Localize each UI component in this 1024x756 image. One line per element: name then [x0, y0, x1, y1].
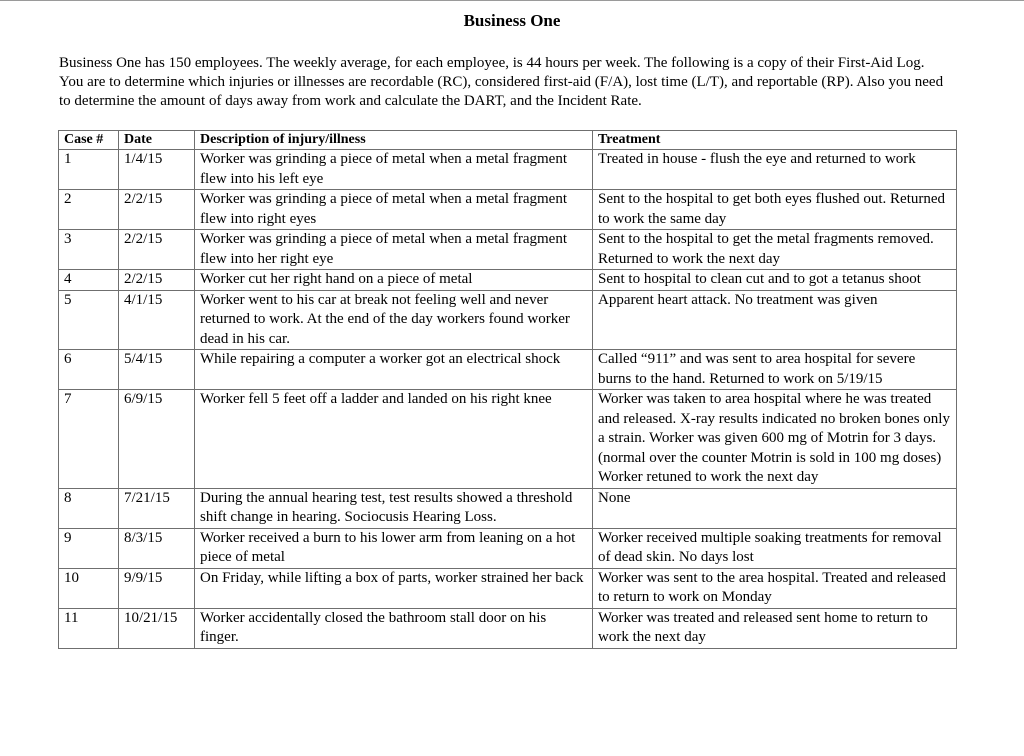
page-title: Business One — [463, 11, 561, 30]
case-treatment: Apparent heart attack. No treatment was given — [593, 290, 957, 350]
case-date: 7/21/15 — [119, 488, 195, 528]
case-treatment: Worker received multiple soaking treatments for removal of dead skin. No days lost — [593, 528, 957, 568]
case-description: Worker fell 5 feet off a ladder and landed on his right knee — [195, 390, 593, 489]
case-number: 5 — [59, 290, 119, 350]
case-number: 3 — [59, 230, 119, 270]
case-treatment: Called “911” and was sent to area hospital for severe burns to the hand. Returned to work on 5/19/15 — [593, 350, 957, 390]
table-row — [59, 350, 957, 390]
case-date: 5/4/15 — [119, 350, 195, 390]
table-row — [59, 528, 957, 568]
case-description: Worker was grinding a piece of metal when a metal fragment flew into his left eye — [195, 150, 593, 190]
case-number: 6 — [59, 350, 119, 390]
case-treatment: Worker was taken to area hospital where he was treated and released. X-ray results indicated no broken bones only a strain. Worker was given 600 mg of Motrin for 3 days. (normal over the counter Motrin is sold in 100 mg doses) Worker retuned to work the next day — [593, 390, 957, 489]
case-treatment: Sent to the hospital to get both eyes flushed out. Returned to work the same day — [593, 190, 957, 230]
case-treatment: Sent to the hospital to get the metal fragments removed. Returned to work the next day — [593, 230, 957, 270]
case-date: 6/9/15 — [119, 390, 195, 489]
column-header-treatment: Treatment — [593, 131, 957, 150]
case-number: 2 — [59, 190, 119, 230]
case-number: 8 — [59, 488, 119, 528]
table-row — [59, 390, 957, 489]
case-description: Worker accidentally closed the bathroom stall door on his finger. — [195, 608, 593, 648]
table-row — [59, 230, 957, 270]
case-number: 7 — [59, 390, 119, 489]
table-row — [59, 150, 957, 190]
top-rule — [0, 0, 1024, 1]
case-date: 2/2/15 — [119, 230, 195, 270]
case-description: On Friday, while lifting a box of parts, worker strained her back — [195, 568, 593, 608]
case-date: 9/9/15 — [119, 568, 195, 608]
case-description: Worker received a burn to his lower arm from leaning on a hot piece of metal — [195, 528, 593, 568]
table-row — [59, 190, 957, 230]
case-date: 2/2/15 — [119, 190, 195, 230]
case-treatment: Treated in house - flush the eye and returned to work — [593, 150, 957, 190]
table-row — [59, 568, 957, 608]
case-number: 11 — [59, 608, 119, 648]
case-date: 1/4/15 — [119, 150, 195, 190]
table-row — [59, 290, 957, 350]
case-number: 9 — [59, 528, 119, 568]
case-description: During the annual hearing test, test results showed a threshold shift change in hearing. Sociocusis Hearing Loss. — [195, 488, 593, 528]
table-row — [59, 608, 957, 648]
case-number: 1 — [59, 150, 119, 190]
column-header-case: Case # — [59, 131, 119, 150]
column-header-date: Date — [119, 131, 195, 150]
first-aid-log-table — [58, 130, 957, 649]
case-date: 2/2/15 — [119, 270, 195, 291]
case-description: Worker went to his car at break not feeling well and never returned to work. At the end of the day workers found worker dead in his car. — [195, 290, 593, 350]
case-description: While repairing a computer a worker got an electrical shock — [195, 350, 593, 390]
table-row — [59, 488, 957, 528]
case-treatment: None — [593, 488, 957, 528]
table-row — [59, 270, 957, 291]
table-header-row — [59, 131, 957, 150]
case-treatment: Worker was sent to the area hospital. Treated and released to return to work on Monday — [593, 568, 957, 608]
case-description: Worker was grinding a piece of metal when a metal fragment flew into her right eye — [195, 230, 593, 270]
intro-paragraph: Business One has 150 employees. The weekly average, for each employee, is 44 hours per week. The following is a copy of their First-Aid Log. You are to determine which injuries or illnesses are recordable (RC), considered first-aid (F/A), lost time (L/T), and reportable (RP). Also you need to determine the amount of days away from work and calculate the DART, and the Incident Rate. — [59, 55, 944, 109]
case-treatment: Sent to hospital to clean cut and to got a tetanus shoot — [593, 270, 957, 291]
case-date: 8/3/15 — [119, 528, 195, 568]
case-description: Worker cut her right hand on a piece of metal — [195, 270, 593, 291]
case-date: 4/1/15 — [119, 290, 195, 350]
case-description: Worker was grinding a piece of metal when a metal fragment flew into right eyes — [195, 190, 593, 230]
case-treatment: Worker was treated and released sent home to return to work the next day — [593, 608, 957, 648]
case-number: 4 — [59, 270, 119, 291]
column-header-description: Description of injury/illness — [195, 131, 593, 150]
case-date: 10/21/15 — [119, 608, 195, 648]
case-number: 10 — [59, 568, 119, 608]
